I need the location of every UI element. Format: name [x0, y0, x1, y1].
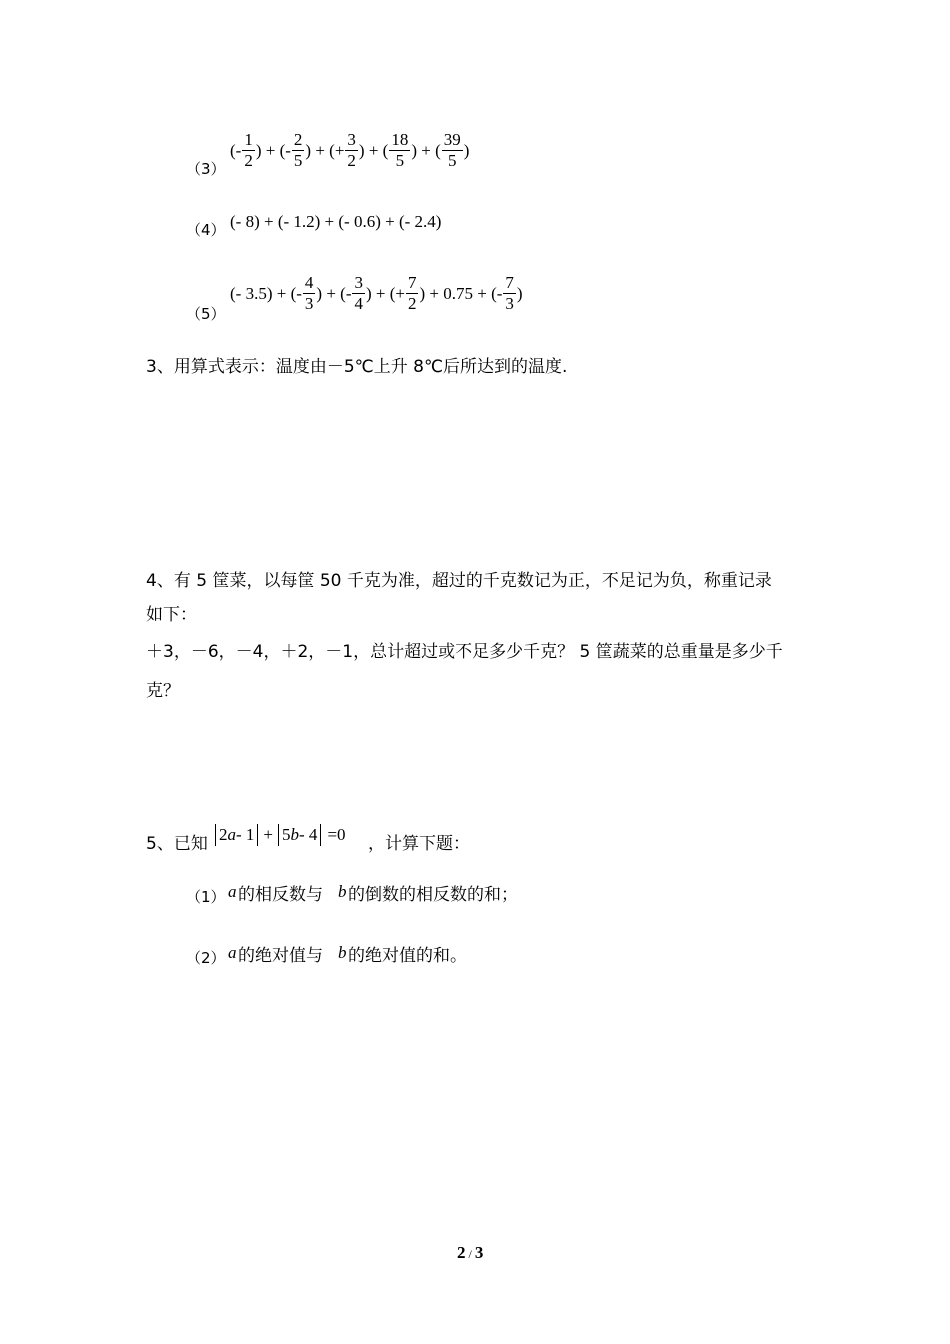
numerator: 18: [391, 130, 409, 149]
question-5-equation: [212, 822, 346, 848]
expr-text: ) + 0.75 + (-: [419, 283, 503, 303]
fraction: [503, 273, 516, 314]
abs-bar: [278, 824, 279, 846]
abs-bar: [257, 824, 258, 846]
eq-text: 5: [282, 825, 291, 844]
sub-1-label: （1）: [186, 888, 226, 906]
item-4-label: （4）: [186, 221, 226, 239]
fraction: [242, 130, 255, 171]
denominator: 3: [304, 294, 314, 313]
sub-1-text-end: 的倒数的相反数的和；: [348, 885, 518, 905]
item-3-label: （3）: [186, 160, 226, 178]
numerator: 1: [244, 130, 253, 149]
item-5-label: （5）: [186, 305, 226, 323]
question-4-line-3: ＋3，－6，－4，＋2，－1，总计超过或不足多少千克？ 5 筐蔬菜的总重量是多少千: [146, 642, 783, 662]
denominator: 4: [354, 294, 363, 313]
expr-text: ): [516, 283, 523, 303]
page-number: [457, 1243, 483, 1263]
fraction: [389, 130, 410, 171]
question-5-suffix: ，计算下题：: [368, 834, 470, 854]
expr-text: (-: [230, 140, 242, 160]
denominator: 3: [505, 294, 514, 313]
variable-b: b: [338, 882, 347, 901]
item-3-expression: [230, 130, 469, 171]
eq-text: +: [263, 825, 274, 844]
denominator: 2: [244, 151, 253, 170]
fraction: [303, 273, 316, 314]
item-4-expression: (- 8) + (- 1.2) + (- 0.6) + (- 2.4): [230, 212, 442, 231]
fraction: [406, 273, 419, 314]
numerator: 7: [505, 273, 514, 292]
numerator: 39: [443, 130, 461, 149]
fraction: [292, 130, 305, 171]
eq-text: =0: [327, 825, 346, 844]
expr-text: ): [463, 140, 470, 160]
variable-a: a: [227, 825, 236, 844]
page-separator: /: [468, 1247, 472, 1261]
question-4-line-4: 克？: [146, 681, 180, 701]
fraction: [345, 130, 358, 171]
abs-bar: [215, 824, 216, 846]
numerator: 7: [407, 273, 417, 292]
expr-text: ) + (-: [316, 283, 352, 303]
variable-b: b: [290, 825, 300, 844]
question-3: 3、用算式表示：温度由－5℃上升 8℃后所达到的温度.: [146, 357, 568, 377]
numerator: 3: [347, 130, 356, 149]
eq-text: - 4: [299, 825, 318, 844]
fraction: [352, 273, 365, 314]
fraction: [442, 130, 463, 171]
variable-a: a: [228, 943, 237, 962]
numerator: 2: [293, 130, 303, 149]
expr-text: ) + (-: [255, 140, 291, 160]
denominator: 5: [395, 151, 405, 170]
expr-text: ) + (: [358, 140, 389, 160]
eq-text: - 1: [236, 825, 255, 844]
denominator: 2: [407, 294, 417, 313]
item-5-expression: [230, 273, 523, 314]
variable-b: b: [338, 943, 347, 962]
expr-text: ) + (+: [365, 283, 405, 303]
sub-1-text: 的相反数与: [238, 885, 323, 905]
expr-text: ) + (: [411, 140, 441, 160]
current-page: 2: [457, 1243, 466, 1262]
denominator: 5: [448, 151, 457, 170]
abs-bar: [320, 824, 321, 846]
sub-2-label: （2）: [186, 949, 226, 967]
eq-text: 2: [219, 825, 228, 844]
expr-text: (- 3.5) + (-: [230, 283, 302, 303]
sub-2-text-end: 的绝对值的和。: [348, 946, 467, 966]
denominator: 2: [347, 151, 356, 170]
question-5-prefix: 5、已知: [146, 834, 208, 854]
numerator: 4: [304, 273, 314, 292]
numerator: 3: [354, 273, 363, 292]
expr-text: ) + (+: [305, 140, 345, 160]
question-4-line-1: 4、有 5 筐菜，以每筐 50 千克为准，超过的千克数记为正，不足记为负，称重记录: [146, 571, 772, 591]
sub-2-text: 的绝对值与: [238, 946, 323, 966]
variable-a: a: [228, 882, 237, 901]
total-pages: 3: [474, 1243, 484, 1262]
denominator: 5: [293, 151, 303, 170]
question-4-line-2: 如下：: [146, 605, 197, 625]
